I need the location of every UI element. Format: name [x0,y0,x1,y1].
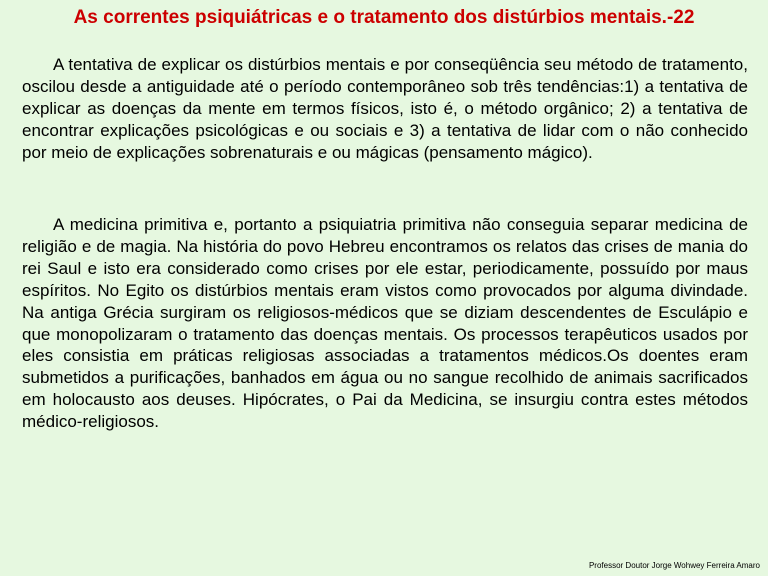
slide-title: As correntes psiquiátricas e o tratamento dos distúrbios mentais.-22 [73,7,695,28]
paragraph-1: A tentativa de explicar os distúrbios mentais e por conseqüência seu método de tratamento, oscilou desde a antiguidade até o período contemporâneo sob três tendências:1) a tentativa de explicar as doenças da mente em termos físicos, isto é, o método orgânico; 2) a tentativa de encontrar explicações psicológicas e ou sociais e 3) a tentativa de lidar com o não conhecido por meio de explicações sobrenaturais e ou mágicas (pensamento mágico). [22,55,748,162]
paragraph-2: A medicina primitiva e, portanto a psiquiatria primitiva não conseguia separar medicina de religião e de magia. Na história do povo Hebreu encontramos os relatos das crises de mania do rei Saul e isto era considerado como crises por ele estar, periodicamente, possuído por maus espíritos. No Egito os distúrbios mentais eram vistos como provocados por alguma divindade. Na antiga Grécia surgiram os religiosos-médicos que se diziam descendentes de Esculápio e que monopolizaram o tratamento das doenças mentais. Os processos terapêuticos usados por eles consistia em práticas religiosas associadas a tratamentos médicos.Os doentes eram submetidos a purificações, banhados em água ou no sangue recolhido de animais sacrificados em holocausto aos deuses. Hipócrates, o Pai da Medicina, se insurgiu contra estes métodos médico-religiosos. [22,215,748,432]
author-footer: Professor Doutor Jorge Wohwey Ferreira Amaro [588,561,760,570]
